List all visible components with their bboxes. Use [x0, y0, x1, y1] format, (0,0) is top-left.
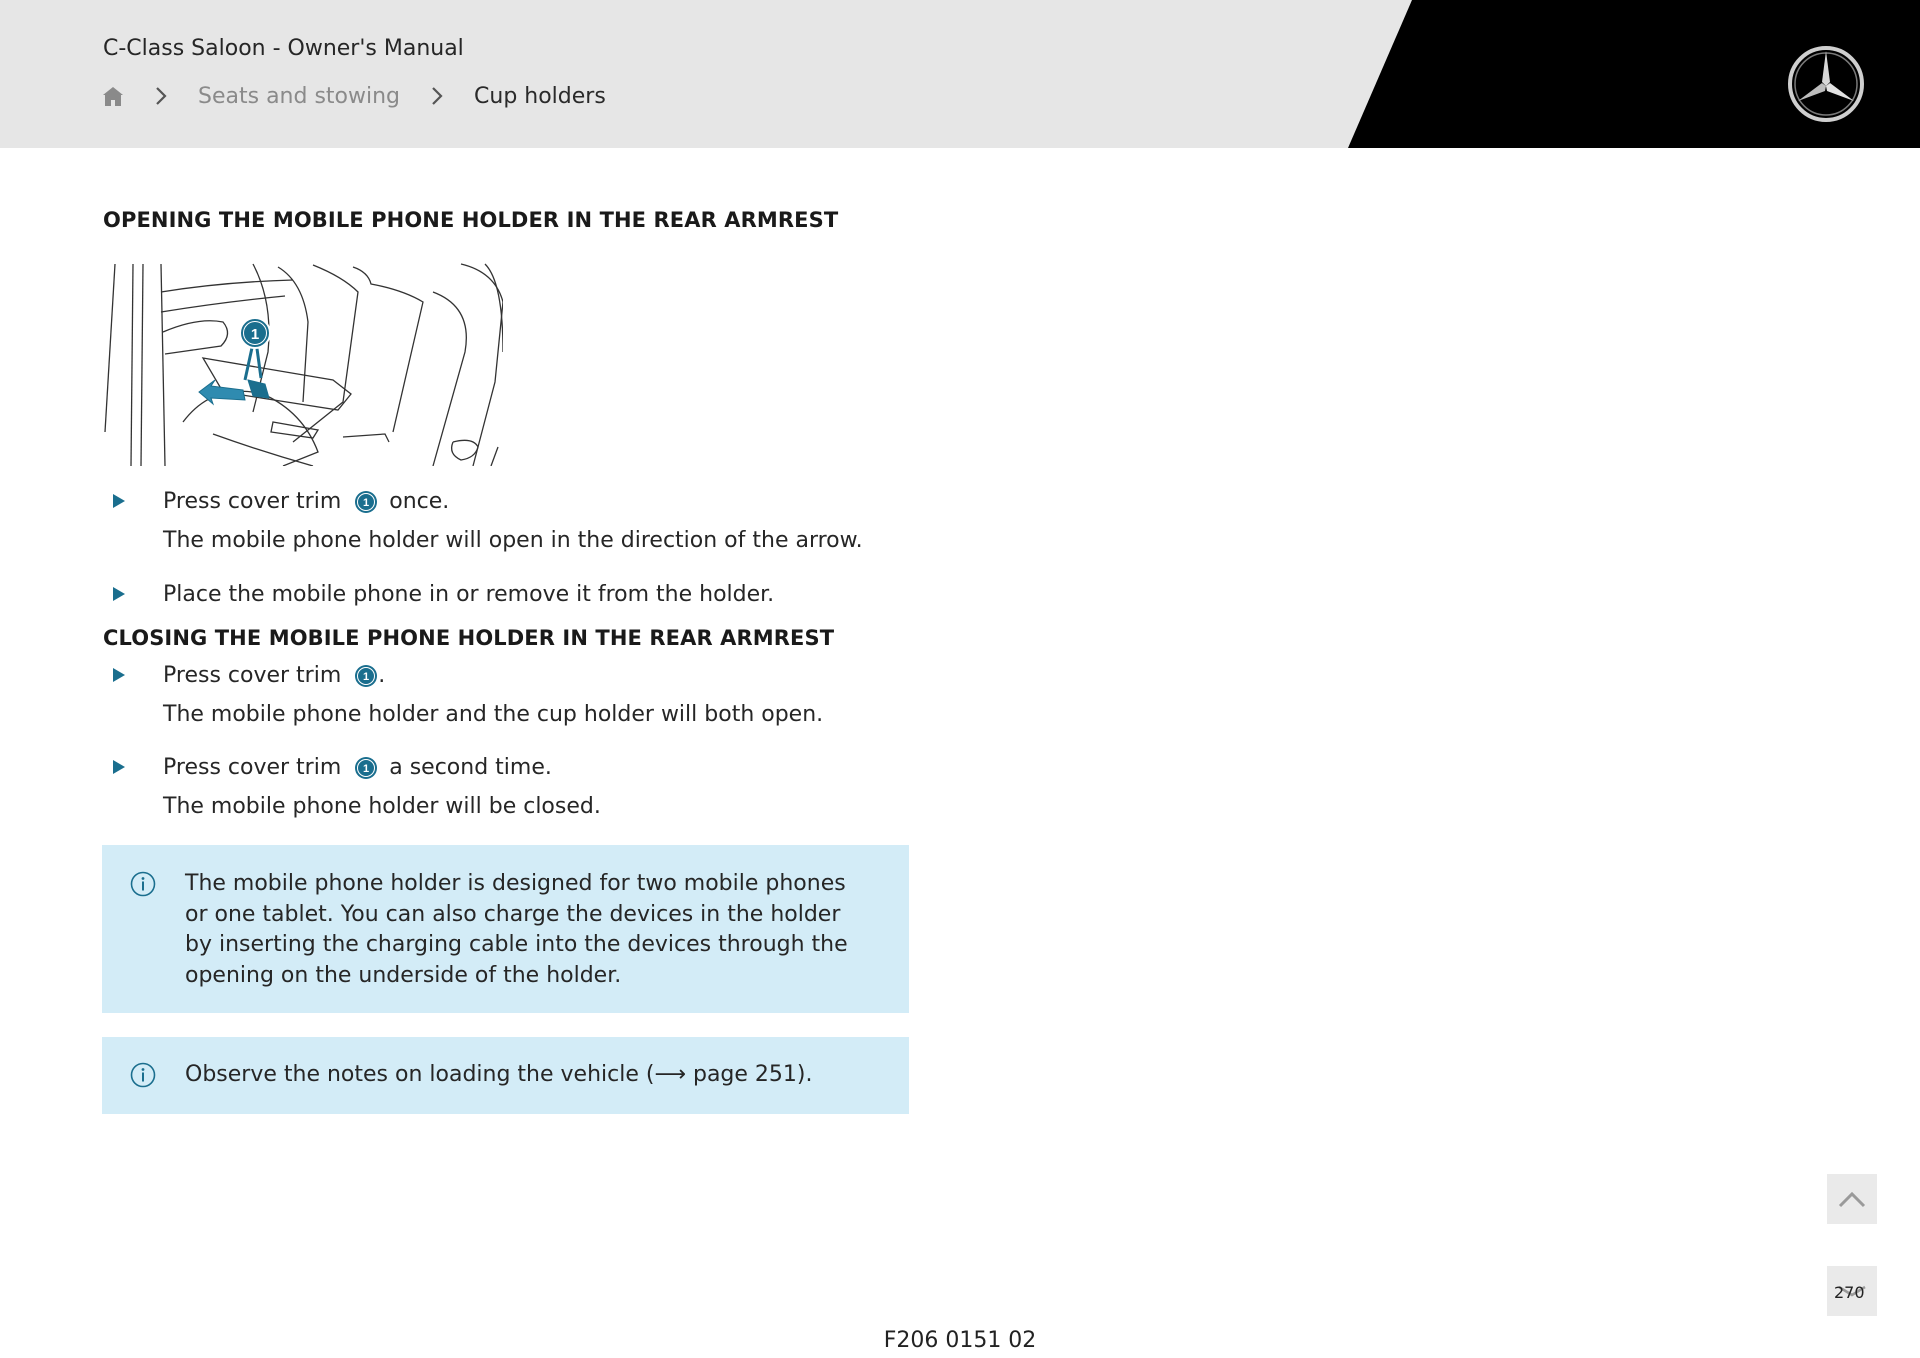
number-1-badge — [354, 664, 378, 688]
badge-label: 1 — [363, 763, 370, 775]
step-instruction — [163, 662, 923, 690]
header-black-panel — [0, 0, 1920, 148]
step-text-after: a second time. — [382, 755, 552, 780]
step-instruction — [163, 754, 923, 782]
step-arrow-icon — [111, 759, 127, 775]
step-result: The mobile phone holder will be closed. — [163, 794, 601, 819]
step-text-before: Press cover trim — [163, 755, 349, 780]
number-1-badge — [354, 490, 378, 514]
step-arrow-icon — [111, 667, 127, 683]
breadcrumb — [102, 80, 606, 112]
step-press-cover-trim-second-time — [103, 754, 923, 821]
step-text-before: Press cover trim — [163, 489, 349, 514]
home-icon[interactable] — [102, 85, 124, 107]
step-arrow-icon — [111, 586, 127, 602]
breadcrumb-link-seats-and-stowing[interactable]: Seats and stowing — [198, 83, 401, 109]
footer-image-code: F206 0151 02 — [883, 1328, 1037, 1353]
step-instruction — [163, 488, 923, 516]
step-instruction: Place the mobile phone in or remove it from the holder. — [163, 582, 775, 607]
chevron-right-icon — [154, 85, 168, 107]
step-press-cover-trim-once — [103, 488, 923, 555]
step-arrow-icon — [111, 493, 127, 509]
chevron-right-icon — [430, 85, 444, 107]
section-heading-closing: CLOSING THE MOBILE PHONE HOLDER IN THE REAR ARMREST — [103, 626, 835, 650]
step-text-after: once. — [382, 489, 450, 514]
step-result: The mobile phone holder and the cup holder will both open. — [163, 702, 824, 727]
badge-label: 1 — [363, 497, 370, 509]
rear-armrest-illustration — [103, 262, 503, 466]
info-note-text: The mobile phone holder is designed for two mobile phones or one tablet. You can also charge the devices in the holder by inserting the charging cable into the devices through the opening on the underside of the holder. — [185, 871, 848, 988]
section-heading-opening: OPENING THE MOBILE PHONE HOLDER IN THE REAR ARMREST — [103, 208, 839, 232]
chevron-up-icon — [1837, 1189, 1867, 1209]
info-note-mobile-phone-holder — [102, 845, 909, 1013]
info-icon — [130, 871, 156, 897]
scroll-to-top-button[interactable] — [1827, 1174, 1877, 1224]
number-1-badge — [354, 756, 378, 780]
step-text-before: Press cover trim — [163, 663, 349, 688]
info-note-text: Observe the notes on loading the vehicle (⟶ page 251). — [185, 1062, 813, 1087]
info-icon — [130, 1062, 156, 1088]
illustration-callout-label: 1 — [250, 326, 260, 343]
step-text-after: . — [378, 663, 386, 688]
page-number: 270 — [1834, 1283, 1865, 1302]
manual-title: C-Class Saloon - Owner's Manual — [103, 36, 464, 61]
info-note-loading-vehicle — [102, 1037, 909, 1114]
step-press-cover-trim — [103, 662, 923, 729]
mercedes-star-logo — [1786, 44, 1866, 124]
step-result: The mobile phone holder will open in the direction of the arrow. — [163, 528, 863, 553]
step-place-mobile-phone — [103, 581, 923, 609]
breadcrumb-current: Cup holders — [474, 83, 606, 109]
badge-label: 1 — [363, 671, 370, 683]
